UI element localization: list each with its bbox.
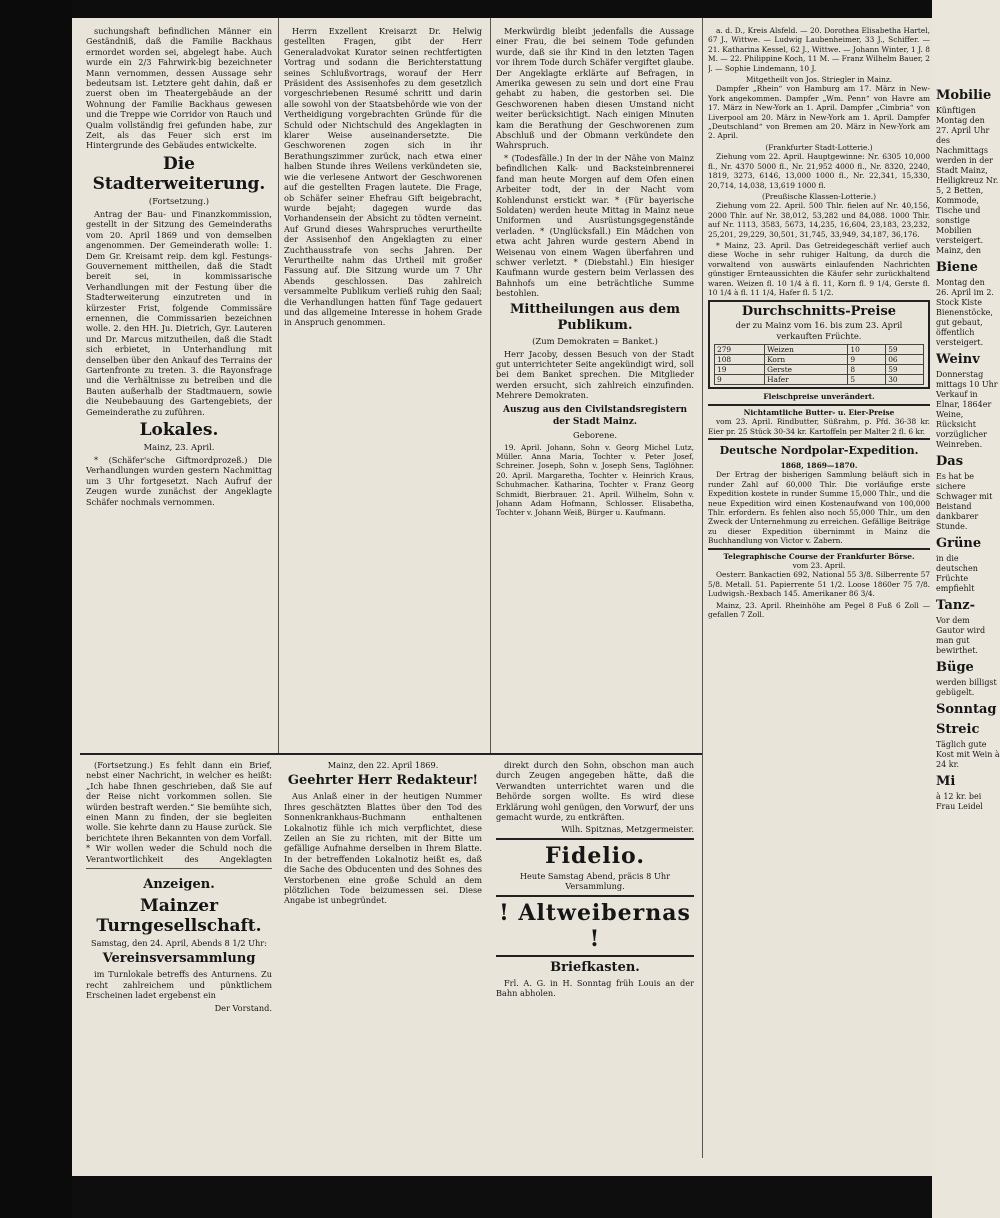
column-1	[86, 26, 272, 746]
strip-heading-4: Das	[936, 454, 964, 469]
turngesellschaft-title: Mainzer Turngesellschaft.	[96, 896, 262, 936]
strip-heading-8: Sonntag	[936, 702, 997, 717]
price-cell-kr: 06	[886, 355, 924, 365]
strip-text-5: in die deutschen Früchte empfiehlt	[936, 554, 978, 593]
strip-heading-1: Mobilie	[936, 88, 992, 103]
prices-subheading: der zu Mainz vom 16. bis zum 23. April verkauften Früchte.	[735, 320, 903, 342]
newspaper-page	[72, 18, 1000, 1176]
strip-text-4: Es hat be sichere Schwager mit Beistand dankbarer Stunde.	[936, 472, 993, 531]
price-cell-kr: 59	[886, 345, 924, 355]
strip-heading-6: Tanz-	[936, 598, 976, 613]
lottery-body: Ziehung vom 22. April. Hauptgewinne: Nr. 6305 10,000 fl., Nr. 4370 5000 fl., Nr. 21,952 4000 fl., Nr. 8320, 2240, 1819, 3273, 6146, 13,000 1000 fl., Nr. 22,341, 15,330, 20,714, 14,038, 13,619 1000 fl.	[708, 152, 930, 190]
page-left-shadow	[0, 0, 72, 1218]
price-row	[715, 345, 924, 355]
strip-heading-2: Biene	[936, 260, 978, 275]
lottery2-heading: (Preußische Klassen-Lotterie.)	[762, 191, 876, 201]
price-cell-kr: 59	[886, 365, 924, 375]
column-divider	[702, 18, 703, 1158]
section-rule	[80, 753, 702, 755]
fidelio-line: Heute Samstag Abend, präcis 8 Uhr Versammlung.	[519, 870, 671, 892]
next-page-strip	[932, 0, 1000, 1218]
letter-title: Geehrter Herr Redakteur!	[287, 773, 479, 789]
anzeigen-heading: Anzeigen.	[143, 877, 215, 892]
next-page-ads	[936, 84, 1000, 812]
column-3	[496, 26, 694, 746]
rule	[708, 438, 930, 440]
price-cell-qty: 9	[715, 375, 765, 385]
price-cell-qty: 279	[715, 345, 765, 355]
lokales-heading: Lokales.	[139, 420, 219, 440]
turngesellschaft-text: im Turnlokale betreffs des Anturnens. Zu recht zahlreichem und pünktlichem Erscheinen ladet ergebenst ein	[86, 969, 272, 1001]
turngesellschaft-sign: Der Vorstand.	[214, 1002, 272, 1013]
letter-continuation: direkt durch den Sohn, obschon man auch durch Zeugen angegeben hätte, daß die Verwandten unterrichtet waren und die Behörde sorgen wollte. Es wird diese Erklärung wohl genügen, den Vorwurf, der uns gemacht wurde, zu entkräften.	[496, 760, 694, 823]
column-3-lower	[496, 760, 694, 1160]
rule	[496, 838, 694, 840]
stadterweiterung-continued: (Fortsetzung.)	[148, 195, 210, 206]
price-row	[715, 355, 924, 365]
price-row	[715, 365, 924, 375]
fidelio-title: Fidelio.	[544, 842, 646, 869]
strip-heading-5: Grüne	[936, 536, 982, 551]
market-report: * Mainz, 23. April. Das Getreidegeschäft verlief auch diese Woche in sehr ruhiger Haltung, da durch die vorwaltend von auswärts einlaufenden Nachrichten günstiger Ernteaussichten die Käufer sehr zurückhaltend waren. Weizen fl. 10 1/4 à fl. 11, Korn fl. 9 1/4, Gerste fl. 10 1/4 à fl. 11 1/4, Hafer fl. 5 1/2.	[708, 240, 930, 297]
stadterweiterung-body: Antrag der Bau- und Finanzkommission, gestellt in der Sitzung des Gemeinderaths vom 20. April 1869 und von demselben angenommen. Der Gemeinderath wolle: 1. Dem Gr. Kreisamt reip. dem kgl. Festungs-Gouvernement mittheilen, daß die Stadt bereit sei, in kommissarische Verhandlungen mit der Festung über die Stadterweiterung einzutreten und in kürzester Frist, folgende Commissäre ernennen, die Commissarien bezeichnen wolle. 2. den HH. Ju. Dietrich, Gyr. Lauteren und Dr. Marcus mitzutheilen, daß die Stadt sich erbietet, in Unterhandlung mit denselben über den Ankauf des Terrains der Gartenfronte zu treten. 3. die Rayonsfrage und die Verhältnisse zu betreiben und die Bauten außerhalb der Stadtmauern, sowie die Neubebauung des Gartengebiets, der Gemeinderathe zu zuführen.	[86, 208, 272, 417]
rule	[708, 404, 930, 406]
price-cell-price: 10	[848, 345, 886, 355]
strip-text-2: Montag den 26. April im 2. Stock Kiste Bienenstöcke, gut gebaut, öffentlich versteigert.	[936, 278, 994, 347]
prices-heading: Durchschnitts-Preise	[741, 304, 897, 320]
strip-text-1b: Mainz, den	[936, 246, 981, 255]
strip-text-9: Täglich gute Kost mit Wein à 24 kr.	[936, 740, 1000, 769]
column-divider	[278, 18, 279, 753]
stadterweiterung-heading: Die Stadterweiterung.	[92, 153, 266, 194]
column-3-body: Merkwürdig bleibt jedenfalls die Aussage einer Frau, die bei seinem Tode gefunden wurde, daß sie ihr Kind in den letzten Tagen vor ihrem Tode durch Schäfer vergiftet glaube. Der Angeklagte erklärte auf Befragen, in Amerika gewesen zu sein und dort eine Frau gehabt zu haben, die gestorben sei. Die Geschworenen haben diesen Umstand nicht weiter berücksichtigt. Nach einigen Minuten kam die Berathung der Geschworenen zum Abschluß und der Obmann verkündete den Wahrspruch.	[496, 26, 694, 151]
prices-table	[714, 344, 924, 385]
price-cell-name: Korn	[765, 355, 848, 365]
deaths-list: a. d. D., Kreis Alsfeld. — 20. Dorothea Elisabetha Hartel, 67 J., Wittwe. — Ludwig Laubenheimer, 33 J., Schiffer. — 21. Katharina Kessel, 62 J., Wittwe. — Johann Winter, 1 J. 8 M. — 22. Philippine Koch, 11 M. — Franz Wilhelm Bauer, 2 J. — Sophie Lindemann, 10 J.	[708, 26, 930, 73]
strip-heading-7: Büge	[936, 660, 974, 675]
butter-body: vom 23. April. Rindbutter, Süßrahm, p. Pfd. 36-38 kr. Eier pr. 25 Stück 30-34 kr. Kartoffeln per Malter 2 fl. 6 kr.	[708, 417, 930, 436]
rule	[86, 868, 272, 869]
civilstand-heading: Auszug aus den Civilstandsregistern der Stadt Mainz.	[503, 404, 687, 427]
page-bottom-shadow	[72, 1176, 932, 1218]
column-divider	[490, 18, 491, 753]
price-cell-name: Gerste	[765, 365, 848, 375]
strip-heading-3: Weinv	[936, 352, 980, 367]
price-cell-kr: 30	[886, 375, 924, 385]
lokales-body: * (Schäfer'sche Giftmordprozeß.) Die Verhandlungen wurden gestern Nachmittag um 3 Uhr fortgesetzt. Nach Aufruf der Zeugen wurde zunächst der Angeklagte Schäfer nochmals vernommen.	[86, 455, 272, 507]
mittheilungen-body: Herr Jacoby, dessen Besuch von der Stadt gut unterrichteter Seite angekündigt wird, soll bei dem Banket sprechen. Die Mitglieder werden ersucht, sich zahlreich einzufinden. Mehrere Demokraten.	[496, 348, 694, 401]
lokales-date: Mainz, 23. April.	[143, 442, 215, 452]
ships-heading: Mitgetheilt von Jos. Striegler in Mainz.	[745, 75, 893, 85]
prices-box	[708, 300, 930, 389]
briefkasten-body: Frl. A. G. in H. Sonntag früh Louis an der Bahn abholen.	[496, 977, 694, 999]
strip-text-7: werden billigst gebügelt.	[936, 678, 997, 697]
column-2-body: Herrn Exzellent Kreisarzt Dr. Helwig gestellten Fragen, gibt der Herr Generaladvokat Kurator seinen rechtfertigten Vortrag und sodann die Berichterstattung seines Schlußvortrags, worauf der Herr Präsident des Assisenhofes zu dem gesetzlich vorgeschriebenen Resumé schritt und darin alle sowohl von der Staatsbehörde wie von der Vertheidigung vorgebrachten Gründe für die Schuld oder Nichtschuld des Angeklagten in klarer Weise auseinandersetzte. Die Geschworenen zogen sich in ihr Berathungszimmer zurück, nach etwa einer halben Stunde ihres Weilens verkündeten sie, wie die verlesene Antwort der Geschworenen auf die gestellten Fragen lautete. Die Frage, ob Schäfer seiner Ehefrau Gift beigebracht, wurde bejaht; dagegen wurde das Vorhandensein der Absicht zu tödten verneint. Auf Grund dieses Wahrspruches verurtheilte der Assisenhof den Angeklagten zu einer Zuchthausstrafe von sechs Jahren. Der Verurtheilte nahm das Urtheil mit großer Fassung auf. Die Sitzung wurde um 7 Uhr Abends geschlossen. Das zahlreich versammelte Publikum verließ ruhig den Saal; die Verhandlungen hatten fünf Tage gedauert und das allgemeine Interesse in hohem Grade in Anspruch genommen.	[284, 26, 482, 328]
strip-text-1: Künftigen Montag den 27. April Uhr des Nachmittags werden in der Stadt Mainz, Heiligkreuz Nr. 5, 2 Betten, Kommode, Tische und sonstige Mobilien versteigert.	[936, 106, 999, 245]
column-1-lower	[86, 760, 272, 864]
column-3-notices: * (Todesfälle.) In der in der Nähe von Mainz befindlichen Kalk- und Backsteinbrennerei fand man heute Morgen auf dem Ofen einen Arbeiter todt, der in der Nacht vom Kohlendunst erstickt war. * (Für bayerische Soldaten) werden heute Mittag in Mainz neue Uniformen und Ausrüstungsgegenstände verladen. * (Unglücksfall.) Ein Mädchen von etwa acht Jahren wurde gestern Abend in Weisenau von einem Wagen überfahren und schwer verletzt. * (Diebstahl.) Ein hiesiger Kaufmann wurde gestern beim Verlassen des Bahnhofs um eine beträchtliche Summe bestohlen.	[496, 152, 694, 299]
rule	[496, 895, 694, 897]
price-cell-price: 8	[848, 365, 886, 375]
butter-heading: Nichtamtliche Butter- u. Eier-Preise	[743, 407, 895, 417]
civilstand-born: Geborene.	[572, 429, 618, 440]
rhine-level: Mainz, 23. April. Rheinhöhe am Pegel 8 Fuß 6 Zoll — gefallen 7 Zoll.	[708, 600, 930, 620]
price-cell-name: Hafer	[765, 375, 848, 385]
mittheilungen-heading: Mittheilungen aus dem Publikum.	[509, 301, 680, 333]
polar-years: 1868, 1869—1870.	[780, 461, 858, 470]
price-cell-name: Weizen	[765, 345, 848, 355]
rule	[496, 955, 694, 957]
price-row	[715, 375, 924, 385]
lottery-heading: (Frankfurter Stadt-Lotterie.)	[765, 142, 873, 152]
letter-date: Mainz, den 22. April 1869.	[327, 760, 439, 770]
letter-signature: Wilh. Spitznas, Metzgermeister.	[561, 824, 694, 835]
vereinsversammlung: Vereinsversammlung	[102, 951, 256, 967]
price-cell-qty: 108	[715, 355, 765, 365]
telegraph-heading: Telegraphische Course der Frankfurter Börse.	[723, 551, 915, 561]
strip-heading-9: Streic	[936, 722, 980, 737]
price-cell-qty: 19	[715, 365, 765, 375]
turngesellschaft-date: Samstag, den 24. April, Abends 8 1/2 Uhr:	[91, 938, 267, 948]
ships-list: Dampfer „Rhein“ von Hamburg am 17. März in New-York angekommen. Dampfer „Wm. Penn“ von Havre am 17. März in New-York an 1. April. Dampfer „Cimbria“ von Liverpool am 20. März in New-York am 1. April. Dampfer „Deutschland“ von Bremen am 20. März in New-York am 2. April.	[708, 84, 930, 141]
rule	[708, 548, 930, 550]
strip-text-6: Vor dem Gautor wird man gut bewirthet.	[936, 616, 986, 655]
column-4	[708, 26, 930, 1166]
strip-text-10: à 12 kr. bei Frau Leidel	[936, 792, 983, 811]
polar-body: Der Ertrag der bisherigen Sammlung beläuft sich in runder Zahl auf 60,000 Thlr. Die vorläufige erste Expedition kostete in runder Summe 15,000 Thlr., und die neue Expedition wird einen Kostenaufwand von 100,000 Thlr. erfordern. Es fehlen also noch 55,000 Thlr., um den Zweck der Unternehmung zu erreichen. Gefällige Beiträge zu dieser Expedition übernimmt in Mainz die Buchhandlung von Victor v. Zabern.	[708, 470, 930, 546]
briefkasten-heading: Briefkasten.	[550, 959, 640, 975]
meat-prices: Fleischpreise unverändert.	[763, 392, 875, 402]
column-2	[284, 26, 482, 746]
mittheilungen-sub: (Zum Demokraten = Banket.)	[532, 335, 658, 346]
strip-heading-10: Mi	[936, 774, 956, 789]
price-cell-price: 9	[848, 355, 886, 365]
column-1-top-paragraph: suchungshaft befindlichen Männer ein Geständniß, daß die Familie Backhaus ermordet worden sei, abgelegt habe. Auch wurde ein 2/3 Fahrwirk-big bezeichneter Mann vernommen, dessen Aussage sehr bedeutsam ist. Letztere geht dahin, daß er zuerst oben im Theatergebäude an der Wohnung der Familie Backhaus gewesen und die Treppe wie Corridor von Rauch und Qualm vollständig frei gefunden habe, zur Zeit, als das Feuer sich erst im Hintergrunde des Gebäudes entwickelte.	[86, 26, 272, 151]
letter-body: Aus Anlaß einer in der heutigen Nummer Ihres geschätzten Blattes über den Tod des Sonnenkrankhaus-Buchmann enthaltenen Lokalnotiz fühle ich mich verpflichtet, diese Zeilen an Sie zu richten, mit der Bitte um gefällige Aufnahme derselben in Ihrem Blatte. In der betreffenden Lokalnotiz heißt es, daß die Sache des Obducenten und des Sohnes des Verstorbenen eine große Schuld an dem plötzlichen Tode beizumessen sei. Diese Angabe ist unbegründet.	[284, 791, 482, 906]
lottery2-body: Ziehung vom 22. April. 500 Thlr. fielen auf Nr. 40,156, 2000 Thlr. auf Nr. 38,012, 53,282 und 84,088. 1000 Thlr. auf Nr. 1113, 3583, 5673, 14,235, 16,604, 23,183, 23,232, 25,201, 29,229, 30,501, 31,745, 33,949, 34,187, 36,176.	[708, 201, 930, 239]
price-cell-price: 5	[848, 375, 886, 385]
polar-heading: Deutsche Nordpolar-Expedition.	[719, 444, 919, 457]
telegraph-body: Oesterr. Bankactien 692, National 55 3/8. Silberrente 57 5/8. Metall. 51. Papierrente 51 1/2. Loose 1860er 75 7/8. Ludwigsh.-Bexbach 145. Amerikaner 86 3/4.	[708, 570, 930, 599]
turngesellschaft-ad	[86, 874, 272, 1164]
lower-body: (Fortsetzung.) Es fehlt dann ein Brief, nebst einer Nachricht, in welcher es heißt: „Ich habe Ihnen geschrieben, daß Sie auf der Reise nicht vorkommen sollen. Sie würden bestraft werden.“ Sie bemühte sich, einen Mann zu finden, der sie begleiten wolle. Sie kehrte dann zu Hause zurück. Sie berichtete ihren Bekannten von dem Vorfall. * Wir wollen weder die Schuld noch die Verantwortlichkeit des Angeklagten	[86, 760, 272, 864]
civilstand-register: 19. April. Johann, Sohn v. Georg Michel Lutz, Müller. Anna Maria, Tochter v. Peter Josef, Schreiner. Joseph, Sohn v. Joseph Sens, Taglöhner. 20. April. Margaretha, Tochter v. Heinrich Kraus, Schuhmacher. Katharina, Tochter v. Franz Georg Schmidt, Bierbrauer. 21. April. Wilhelm, Sohn v. Johann Adam Hofmann, Schlosser. Elisabetha, Tochter v. Johann Weiß, Bürger u. Kaufmann.	[496, 442, 694, 518]
redakteur-letter	[284, 760, 482, 1160]
altweibernas-title: ! Altweibernas !	[499, 899, 691, 952]
telegraph-date: vom 23. April.	[792, 561, 846, 571]
strip-text-3: Donnerstag mittags 10 Uhr Verkauf in Elnar, 1864er Weine, Rücksicht vorzüglicher Weinreben.	[936, 370, 998, 449]
